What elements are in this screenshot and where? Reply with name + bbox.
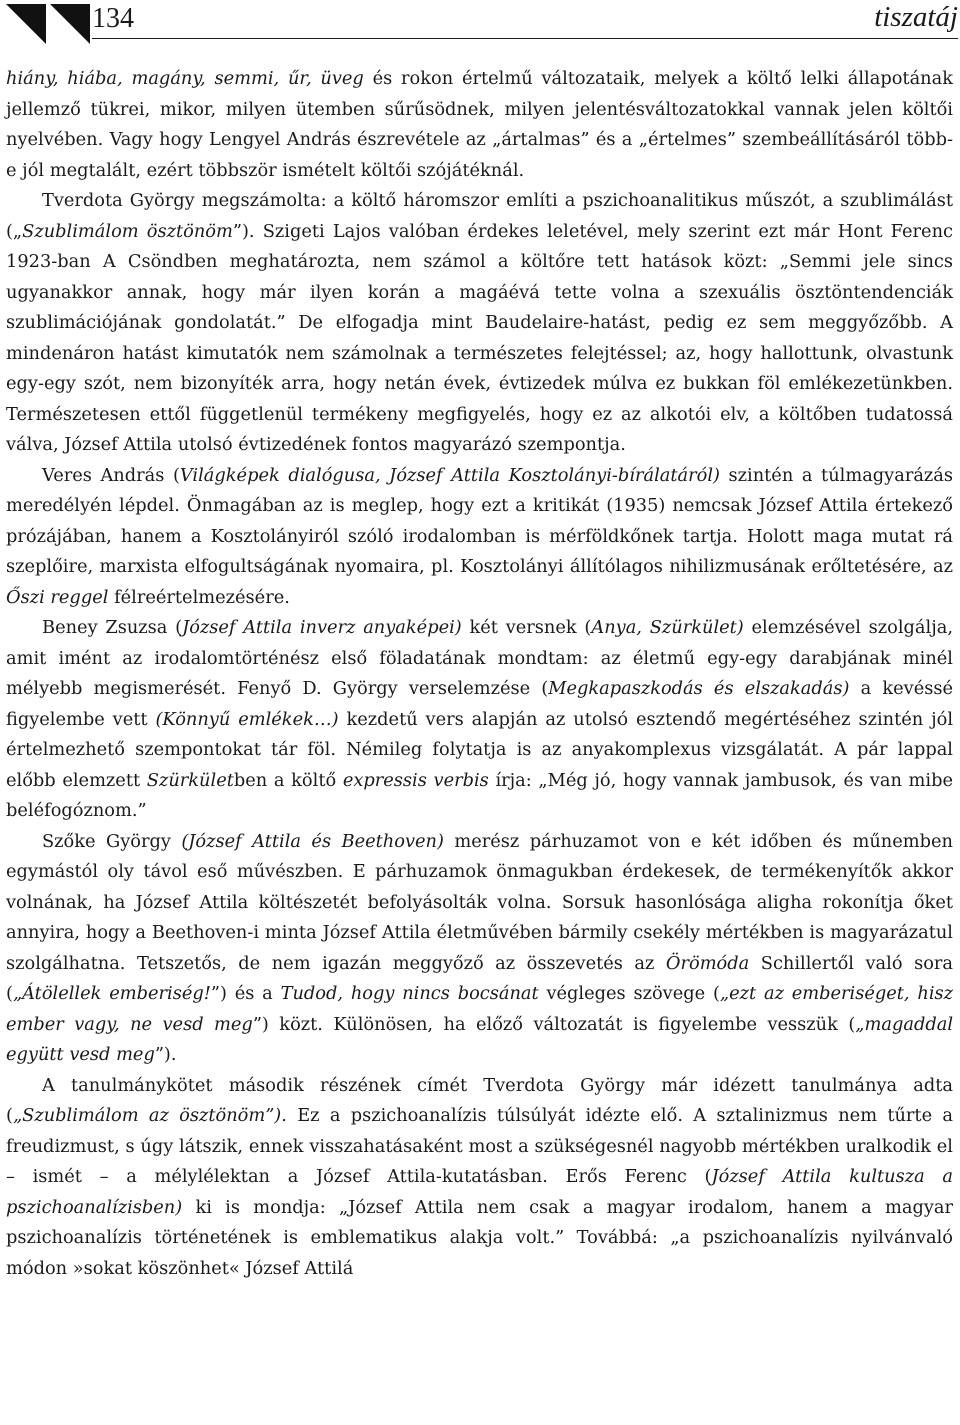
text-run: szintén a túlmagyarázás meredélyén lépdel. Önmagában az is meglep, hogy ezt a kritikát (1935) nemcsak József Attila értekező prózájában, hanem a Kosztolányiról szóló irodalomban is mérföldkőnek tartja. Holott maga mutat rá szeplőire, marxista elfogultságának nyomaira, pl. Kosztolányi állítólagos nihilizmusának erőltetésére, az — [6, 464, 954, 577]
text-run: a kevéssé figyelembe vett — [6, 678, 954, 730]
paragraph — [6, 64, 953, 186]
text-run: ”) közt. Különösen, ha előző változatát is figyelembe vesszük ( — [252, 1013, 856, 1035]
page-number: 134 — [92, 3, 134, 34]
italic-text-run: (József Attila és Beethoven) — [181, 830, 444, 852]
paragraph — [6, 186, 953, 461]
italic-text-run: Tudod, hogy nincs bocsánat — [280, 983, 539, 1004]
italic-text-run: (Könnyű emlékek…) — [155, 708, 339, 730]
journal-title: tiszatáj — [874, 1, 958, 33]
italic-text-run: Örömóda — [665, 952, 750, 974]
text-run: Veres András ( — [42, 464, 180, 486]
text-run: Beney Zsuzsa ( — [42, 617, 183, 638]
article-body — [6, 64, 953, 1284]
italic-text-run: „Átölellek emberiség! — [12, 983, 211, 1004]
text-run: és rokon értelmű változataik, melyek a költő lelki állapotának jellemző tükrei, mikor, milyen ütemben sűrűsödnek, milyen jelentésváltozatokkal vannak jelen költői nyelvében. Vagy hogy Lengyel András észrevétele az „ártalmas” és a „értelmes” szembeállításáról több-e jól megtalált, ezért többször ismételt költői szójátéknál. — [6, 68, 953, 181]
italic-text-run: Anya, Szürkület) — [591, 617, 744, 638]
italic-text-run: „Szublimálom az ösztönöm”). — [12, 1105, 287, 1126]
text-run: két versnek ( — [461, 617, 592, 638]
italic-text-run: expressis verbis — [342, 769, 489, 791]
text-run: ben a költő — [233, 769, 343, 791]
italic-text-run: hiány, hiába, magány, semmi, űr, üveg — [6, 68, 364, 89]
italic-text-run: „ezt az emberiséget, hisz ember vagy, ne vesd meg — [6, 983, 954, 1035]
paragraph — [6, 827, 953, 1071]
text-run: merész párhuzamot von e két időben és műnemben egymástól oly távol eső művészben. E párhuzamok önmagukban érdekesek, de termékenyítők akkor volnának, ha József Attila költészetét befolyásolták volna. Sorsuk hasonlósága aligha rokonítja őket annyira, hogy a Beethoven-i minta József Attila életművében bármily csekély mértékben is magyarázatul szolgálhatna. Tetszetős, de nem igazán meggyőző az összevetés az — [6, 830, 954, 974]
text-run: elemzésével szolgálja, amit imént az irodalomtörténész első föladatának mondtam: az életmű egy-egy darabjának minél mélyebb megismerését. Fenyő D. György verselemzése ( — [6, 617, 953, 699]
paragraph — [6, 461, 953, 614]
paragraph — [6, 613, 953, 827]
paragraph — [6, 1071, 953, 1285]
text-run: végleges szövege ( — [538, 983, 720, 1004]
text-run: A tanulmánykötet második részének címét Tverdota György már idézett tanulmánya adta ( — [6, 1074, 953, 1126]
text-run: írja: „Még jó, hogy vannak jambusok, és van mibe beléfogóznom.” — [6, 769, 954, 821]
page-header — [0, 0, 960, 52]
italic-text-run: Szürkület — [146, 769, 234, 791]
italic-text-run: Szublimálom ösztönöm — [22, 220, 233, 242]
italic-text-run: „magaddal együtt vesd meg — [6, 1013, 954, 1065]
text-run: ”). — [154, 1044, 177, 1065]
italic-text-run: Megkapaszkodás és elszakadás) — [548, 678, 850, 699]
double-triangle-mark-icon — [6, 4, 90, 46]
text-run: Tverdota György megszámolta: a költő háromszor említi a pszichoanalitikus műszót, a szublimálást („ — [6, 190, 953, 242]
text-run: félreértelmezésére. — [108, 586, 290, 608]
italic-text-run: József Attila kultusza a pszichoanalízisben) — [6, 1166, 953, 1218]
italic-text-run: Őszi reggel — [6, 586, 109, 608]
text-run: ki is mondja: „József Attila nem csak a magyar irodalom, hanem a magyar pszichoanalízis történetének is emblematikus alakja volt.” Továbbá: „a pszichoanalízis nyilvánvaló módon »sokat köszönhet« József Attilá — [6, 1196, 953, 1279]
italic-text-run: József Attila inverz anyaképei) — [182, 617, 462, 638]
text-run: Schillertől való sora ( — [6, 952, 953, 1004]
text-run: Szőke György — [42, 830, 182, 852]
header-rule — [92, 38, 958, 39]
text-run: ”). Szigeti Lajos valóban érdekes leletével, mely szerint ezt már Hont Ferenc 1923-ban A Csöndben meghatározta, nem számol a költőre tett hatások közt: „Semmi jele sincs ugyanakkor annak, hogy már ilyen korán a magáévá tette volna a szexuális ösztöntendenciák szublimációjának gondolatát.” De elfogadja mint Baudelaire-hatást, pedig ez sem meggyőzőbb. A mindenáron hatást kimutatók nem számolnak a természetes felejtéssel; az, hogy hallottunk, olvastunk egy-egy szót, nem bizonyíték arra, hogy netán évek, évtizedek múlva ez bukkan föl emlékezetünkben. Természetesen ettől függetlenül termékeny megfigyelés, hogy ez az alkotói elv, a költőben tudatossá válva, József Attila utolsó évtizedének fontos magyarázó szempontja. — [6, 220, 953, 455]
text-run: Ez a pszichoanalízis túlsúlyát idézte elő. A sztalinizmus nem tűrte a freudizmust, s úgy látszik, ennek visszahatásaként most a szükségesnél nagyobb mértékben uralkodik el – ismét – a mélylélektan a József Attila-kutatásban. Erős Ferenc ( — [6, 1105, 953, 1187]
text-run: ”) és a — [210, 983, 281, 1004]
italic-text-run: Világképek dialógusa, József Attila Kosztolányi-bírálatáról) — [179, 464, 720, 486]
text-run: kezdetű vers alapján az utolsó esztendő megértéséhez szintén jól értelmezhető szempontokat tár föl. Némileg folytatja is az anyakomplexus vizsgálatát. A pár lappal előbb elemzett — [6, 708, 954, 791]
